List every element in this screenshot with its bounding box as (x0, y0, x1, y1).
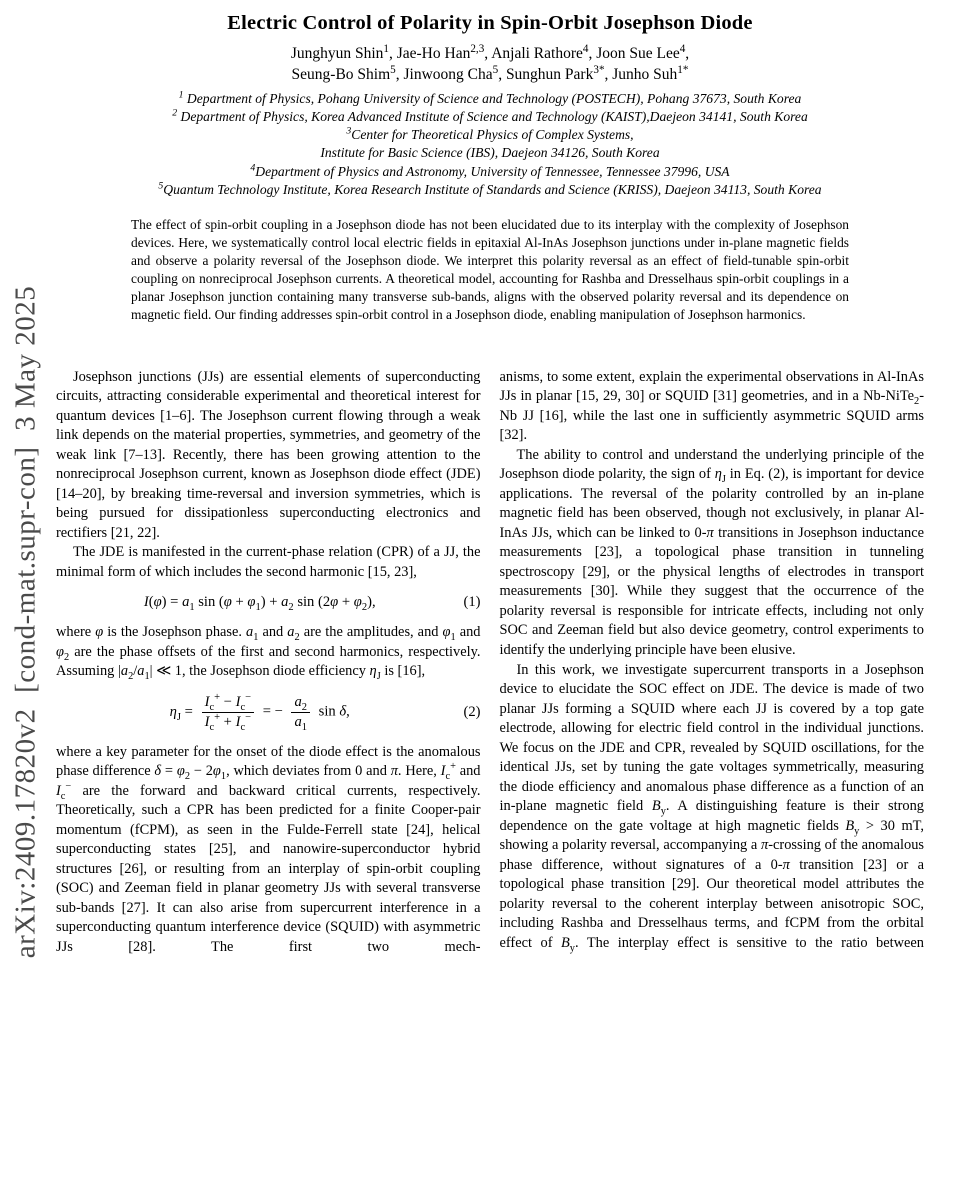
equation-2-body (56, 694, 463, 731)
paper-content (56, 0, 924, 957)
fraction-denominator: $a_1$ (294, 713, 307, 733)
fraction-denominator: $I_c^+ + I_c^-$ (204, 711, 252, 733)
two-column-body (56, 368, 924, 957)
arxiv-watermark: arXiv:2409.17820v2 [cond-mat.supr-con] 3 May 2025 (9, 285, 42, 959)
affiliation-line-6: $^5$Quantum Technology Institute, Korea Research Institute of Standards and Science (KRISS), Daejeon 34113, South Korea (158, 180, 822, 197)
fraction-numerator: $a_2$ (291, 694, 310, 713)
paragraph-eq2-explanation: where a key parameter for the onset of the diode effect is the anomalous phase difference $\delta = \varphi_2 - 2\varphi_1$, which deviates from 0 and π. Here, $I_c^+$ and $I_c^-$ are the forward and backward critical currents, respectively. Theoretically, such a CPR has been predicted for a finite Cooper-pair momentum (fCPM), as seen in the Fulde-Ferrell state [24], helical superconducting states [25], and nanowire-superconductor hybrid structures [26], or resulting from an interplay of spin-orbit coupling (SOC) and Zeeman field in planar geometry JJs with several transverse sub-bands [27]. It can also arise from supercurrent interference in a superconducting quantum interference device (SQUID) with asymmetric JJs [28]. The first two mech- (56, 743, 481, 955)
equation-2-number: (2) (463, 703, 481, 720)
equation-2-fraction-1 (202, 694, 254, 731)
equation-1 (56, 594, 481, 614)
paragraph-mechanisms: anisms, to some extent, explain the experimental observations in Al-InAs JJs in planar [15, 29, 30] or SQUID [31] geometries, and in a Nb-NiTe$_2$-Nb JJ [16], while the last one in sufficiently asymmetric SQUID arms [32]. (499, 368, 924, 444)
equation-2-mid: = − (262, 703, 283, 720)
author-line-1: Junghyun Shin$^1$, Jae-Ho Han$^{2,3}$, Anjali Rathore$^4$, Joon Sue Lee$^4$, (290, 42, 690, 62)
fraction-numerator: $I_c^+ - I_c^-$ (202, 694, 254, 713)
paragraph-jde-cpr: The JDE is manifested in the current-phase relation (CPR) of a JJ, the minimal form of which includes the second harmonic [15, 23], (56, 544, 481, 580)
affiliation-line-5: $^4$Department of Physics and Astronomy, University of Tennessee, Tennessee 37996, USA (250, 162, 730, 179)
equation-2-fraction-2 (291, 694, 310, 731)
equation-1-number: (1) (463, 594, 481, 611)
affiliation-list (56, 90, 924, 199)
affiliation-line-4: Institute for Basic Science (IBS), Daejeon 34126, South Korea (320, 145, 660, 161)
left-column (56, 368, 481, 957)
paragraph-intro: Josephson junctions (JJs) are essential elements of superconducting circuits, attracting considerable experimental and theoretical interest for quantum devices [1–6]. The Josephson current flowing through a weak link depends on the material properties, symmetries, and geometry of the weak link [7–13]. Recently, there has been growing attention to the nonreciprocal Josephson current, known as Josephson diode effect (JDE) [14–20], by breaking time-reversal and inversion symmetries, which is being pursued for dissipationless superconducting electronics and rectifiers [21, 22]. (56, 368, 481, 541)
paragraph-eq1-explanation: where φ is the Josephson phase. $a_1$ and $a_2$ are the amplitudes, and $\varphi_1$ and $\varphi_2$ are the phase offsets of the first and second harmonics, respectively. Assuming $|a_2/a_1|$ ≪ 1, the Josephson diode efficiency $\eta_J$ is [16], (56, 624, 481, 683)
author-line-2: Seung-Bo Shim$^5$, Jinwoong Cha$^5$, Sunghun Park$^{3*}$, Junho Suh$^{1*}$ (291, 63, 689, 83)
abstract-text: The effect of spin-orbit coupling in a Josephson diode has not been elucidated due to its interplay with the complexity of Josephson devices. Here, we systematically control local electric fields in epitaxial Al-InAs Josephson junctions under in-plane magnetic fields and observe a polarity reversal of the Josephson diode. We interpret this polarity reversal as an effect of field-tunable spin-orbit coupling on nonreciprocal Josephson currents. A theoretical model, accounting for Rashba and Dresselhaus spin-orbit couplings in a planar Josephson junction containing many transverse sub-bands, aligns with the observed polarity reversal and its dependence on magnetic field. Our finding addresses spin-orbit control in a Josephson diode, enabling manipulation of Josephson harmonics. (131, 217, 849, 322)
equation-2-tail: sin δ, (318, 703, 350, 720)
affiliation-line-2: $^2$ Department of Physics, Korea Advanced Institute of Science and Technology (KAIST),Daejeon 34141, South Korea (172, 107, 808, 125)
equation-1-body: $I(\varphi) = a_1$ $\sin (\varphi + \varphi_1) + a_2$ $\sin (2\varphi + \varphi_2)$, (143, 594, 376, 614)
paper-header (56, 0, 924, 199)
affiliation-line-3: $^3$Center for Theoretical Physics of Complex Systems, (346, 125, 634, 143)
paragraph-this-work: In this work, we investigate supercurrent transports in a Josephson device to elucidate the SOC effect on JDE. The device is made of two planar JJs forming a SQUID where each JJ is covered by a top gate electrode, allowing for electric field control in the individual junctions. We focus on the JDE and CPR, revealed by SQUID oscillations, for the identical JJs, set by tuning the gate voltages symmetrically, measuring the diode efficiency and anomalous phase difference as a function of an in-plane magnetic field $B_y$. A distinguishing feature is their strong dependence on the gate voltage at high magnetic fields $B_y > 30$ mT, showing a polarity reversal, accompanying a π-crossing of the anomalous phase difference, without signatures of a 0-π transition [23] or a topological phase transition [29]. Our theoretical model attributes the polarity reversal to the coherent interplay between anisotropic SOC, including Rashba and Dresselhaus terms, and fCPM from the orbital effect of $B_y$. The interplay effect is sensitive to the ratio between (499, 661, 924, 954)
equation-2-lhs: $\eta_J$ = (169, 703, 193, 723)
equation-2 (56, 694, 481, 731)
paper-title: Electric Control of Polarity in Spin-Orbit Josephson Diode (227, 12, 753, 34)
affiliation-line-1: $^1$ Department of Physics, Pohang University of Science and Technology (POSTECH), Pohang 37673, South Korea (178, 89, 802, 106)
author-list (56, 44, 924, 86)
right-column (500, 368, 925, 957)
paragraph-polarity-control: The ability to control and understand the underlying principle of the Josephson diode polarity, the sign of $\eta_J$ in Eq. (2), is important for device applications. The reversal of the polarity controlled by an in-plane magnetic field has been observed, though not exclusively, in planar Al-InAs JJs, which can be linked to 0-π transitions in Josephson inductance measurements [23], a topological phase transition in tunneling spectroscopy [29], or the physical lengths of electrodes in transport measurements [30]. While they suggest that the occurrence of the polarity reversal is responsible for intricate effects, including not only SOC and Zeeman field but also device geometry, control experiments to identify the underlying principle have been elusive. (499, 446, 924, 658)
